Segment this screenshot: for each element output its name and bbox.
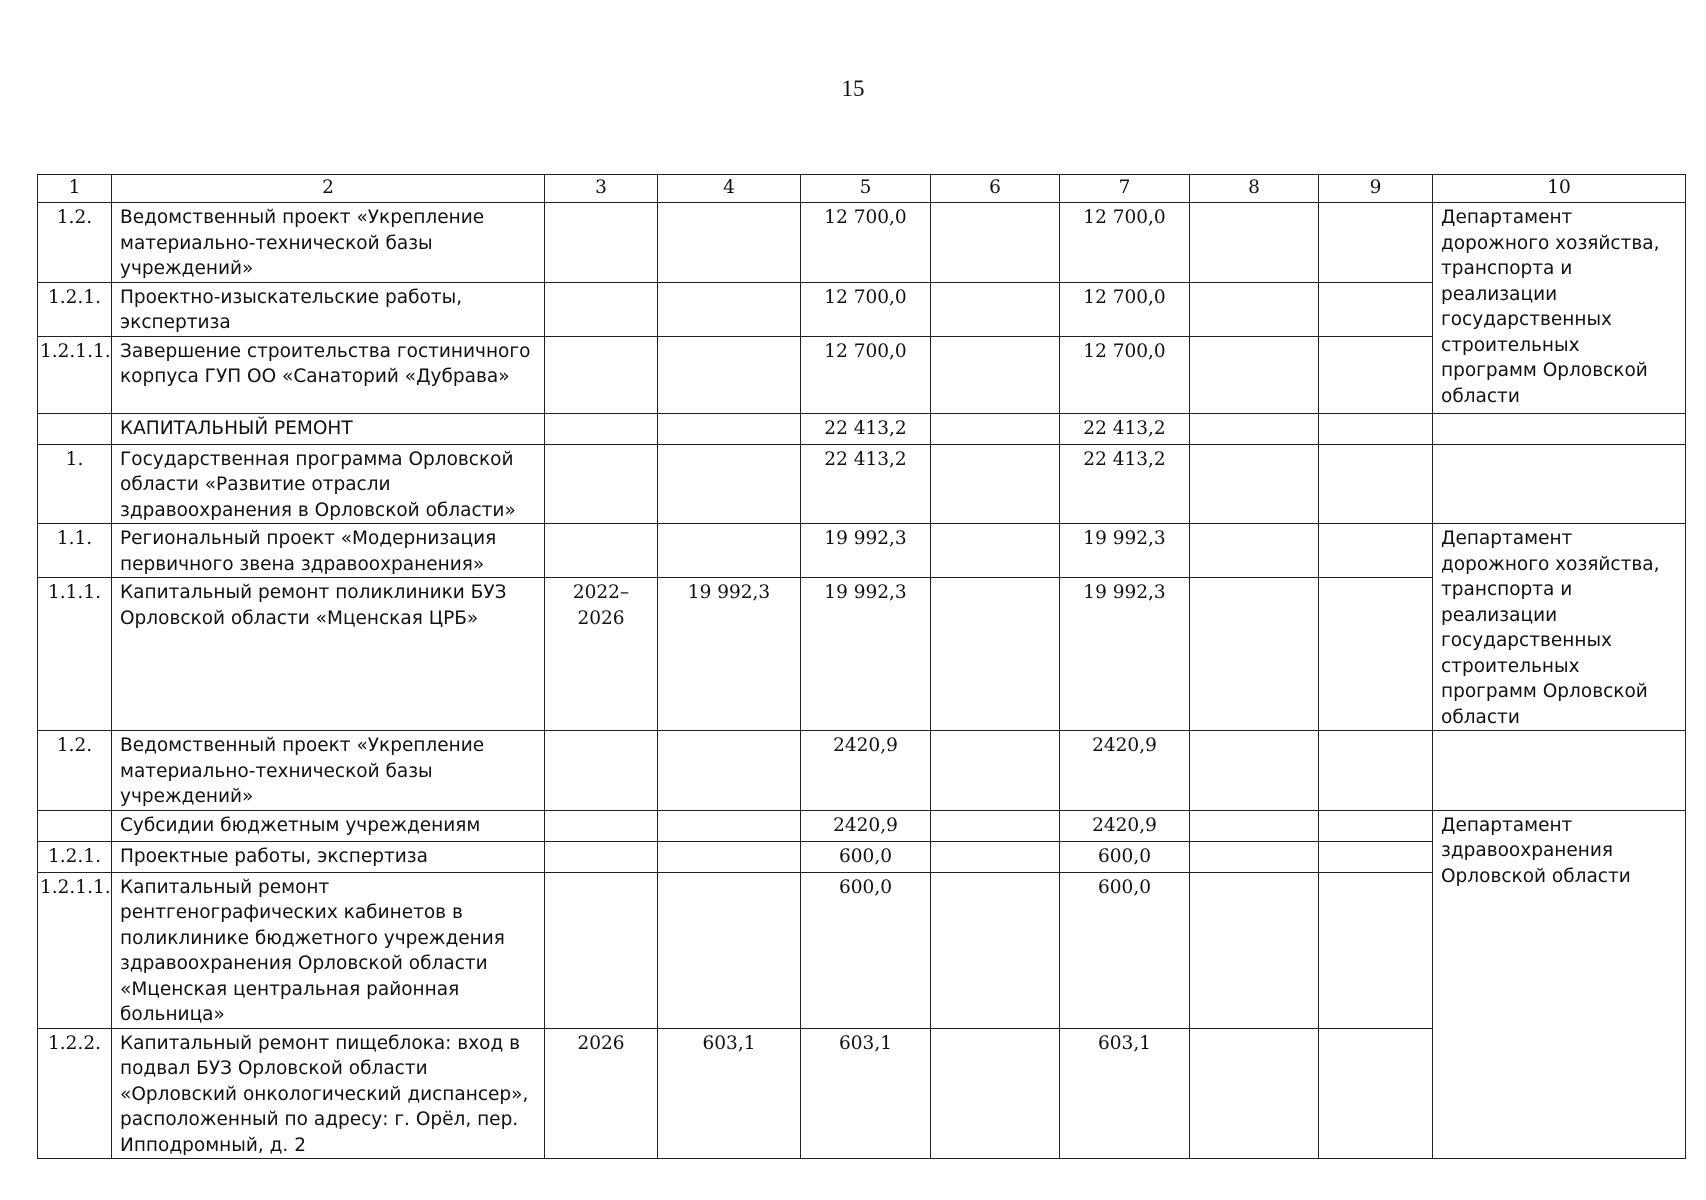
col4-value: [658, 841, 801, 872]
col8-value: [1190, 444, 1319, 524]
column-header: 8: [1190, 175, 1319, 203]
col6-value: [931, 1028, 1060, 1159]
row-number: 1.2.1.: [38, 841, 112, 872]
col3-value: [545, 731, 658, 811]
col4-value: 19 992,3: [658, 578, 801, 731]
col9-value: [1319, 731, 1433, 811]
table-row: [38, 731, 1686, 811]
col7-value: 19 992,3: [1060, 524, 1190, 578]
col6-value: [931, 282, 1060, 336]
col8-value: [1190, 731, 1319, 811]
row-name: Ведомственный проект «Укрепление материально-технической базы учреждений»: [112, 731, 545, 811]
col9-value: [1319, 1028, 1433, 1159]
column-header: 5: [801, 175, 931, 203]
col7-value: 12 700,0: [1060, 203, 1190, 283]
col3-value: [545, 841, 658, 872]
col3-value: [545, 413, 658, 444]
col3-value: [545, 524, 658, 578]
row-name: КАПИТАЛЬНЫЙ РЕМОНТ: [112, 413, 545, 444]
col6-value: [931, 872, 1060, 1028]
col9-value: [1319, 444, 1433, 524]
row-number: 1.1.: [38, 524, 112, 578]
col7-value: 12 700,0: [1060, 282, 1190, 336]
col4-value: [658, 872, 801, 1028]
column-numbers-row: [38, 175, 1686, 203]
col5-value: 22 413,2: [801, 413, 931, 444]
col4-value: [658, 444, 801, 524]
col5-value: 603,1: [801, 1028, 931, 1159]
col4-value: [658, 413, 801, 444]
department-empty: [1433, 413, 1686, 444]
col5-value: 19 992,3: [801, 524, 931, 578]
col9-value: [1319, 203, 1433, 283]
col6-value: [931, 578, 1060, 731]
col8-value: [1190, 282, 1319, 336]
col7-value: 19 992,3: [1060, 578, 1190, 731]
col8-value: [1190, 413, 1319, 444]
col4-value: [658, 336, 801, 413]
col8-value: [1190, 203, 1319, 283]
row-number: 1.2.: [38, 203, 112, 283]
row-name: Государственная программа Орловской области «Развитие отрасли здравоохранения в Орловской области»: [112, 444, 545, 524]
row-name: Капитальный ремонт пищеблока: вход в подвал БУЗ Орловской области «Орловский онкологический диспансер», расположенный по адресу: г. Орёл, пер. Ипподромный, д. 2: [112, 1028, 545, 1159]
col8-value: [1190, 336, 1319, 413]
column-header: 6: [931, 175, 1060, 203]
page-number: 15: [841, 76, 865, 101]
col5-value: 12 700,0: [801, 336, 931, 413]
row-number: 1.2.: [38, 731, 112, 811]
row-name: Региональный проект «Модернизация первичного звена здравоохранения»: [112, 524, 545, 578]
col3-value: 2022–2026: [545, 578, 658, 731]
col9-value: [1319, 336, 1433, 413]
col4-value: [658, 282, 801, 336]
row-number: 1.: [38, 444, 112, 524]
column-header: 3: [545, 175, 658, 203]
row-name: Завершение строительства гостиничного корпуса ГУП ОО «Санаторий «Дубрава»: [112, 336, 545, 413]
col5-value: 600,0: [801, 841, 931, 872]
row-name: Проектно-изыскательские работы, экспертиза: [112, 282, 545, 336]
responsible-department: Департамент дорожного хозяйства, транспорта и реализации государственных строительных программ Орловской области: [1433, 524, 1686, 731]
row-number: [38, 413, 112, 444]
col7-value: 22 413,2: [1060, 413, 1190, 444]
col6-value: [931, 731, 1060, 811]
col7-value: 600,0: [1060, 841, 1190, 872]
col6-value: [931, 524, 1060, 578]
col6-value: [931, 336, 1060, 413]
table-row: [38, 810, 1686, 841]
col4-value: [658, 731, 801, 811]
col9-value: [1319, 413, 1433, 444]
row-name: Ведомственный проект «Укрепление материально-технической базы учреждений»: [112, 203, 545, 283]
row-number: 1.2.1.: [38, 282, 112, 336]
col8-value: [1190, 841, 1319, 872]
col7-value: 22 413,2: [1060, 444, 1190, 524]
row-number: 1.2.2.: [38, 1028, 112, 1159]
column-header: 10: [1433, 175, 1686, 203]
column-header: 4: [658, 175, 801, 203]
col8-value: [1190, 578, 1319, 731]
col7-value: 12 700,0: [1060, 336, 1190, 413]
col7-value: 2420,9: [1060, 810, 1190, 841]
col5-value: 2420,9: [801, 810, 931, 841]
col5-value: 600,0: [801, 872, 931, 1028]
row-number: 1.2.1.1.: [38, 336, 112, 413]
row-name: Проектные работы, экспертиза: [112, 841, 545, 872]
col5-value: 2420,9: [801, 731, 931, 811]
table-row: [38, 524, 1686, 578]
responsible-department: Департамент здравоохранения Орловской области: [1433, 810, 1686, 1159]
col6-value: [931, 841, 1060, 872]
row-name: Капитальный ремонт рентгенографических кабинетов в поликлинике бюджетного учреждения здравоохранения Орловской области «Мценская центральная районная больница»: [112, 872, 545, 1028]
col5-value: 22 413,2: [801, 444, 931, 524]
col3-value: [545, 810, 658, 841]
col4-value: [658, 810, 801, 841]
col5-value: 19 992,3: [801, 578, 931, 731]
row-number: 1.1.1.: [38, 578, 112, 731]
department-empty: [1433, 731, 1686, 811]
col8-value: [1190, 810, 1319, 841]
col3-value: 2026: [545, 1028, 658, 1159]
col7-value: 2420,9: [1060, 731, 1190, 811]
row-number: 1.2.1.1.: [38, 872, 112, 1028]
col8-value: [1190, 872, 1319, 1028]
responsible-department: Департамент дорожного хозяйства, транспорта и реализации государственных строительных программ Орловской области: [1433, 203, 1686, 414]
col4-value: [658, 524, 801, 578]
col9-value: [1319, 872, 1433, 1028]
col8-value: [1190, 1028, 1319, 1159]
col9-value: [1319, 578, 1433, 731]
col3-value: [545, 336, 658, 413]
budget-table: [37, 174, 1686, 1159]
col8-value: [1190, 524, 1319, 578]
column-header: 9: [1319, 175, 1433, 203]
col5-value: 12 700,0: [801, 282, 931, 336]
table-row: [38, 203, 1686, 283]
col5-value: 12 700,0: [801, 203, 931, 283]
col7-value: 603,1: [1060, 1028, 1190, 1159]
column-header: 1: [38, 175, 112, 203]
column-header: 2: [112, 175, 545, 203]
col3-value: [545, 444, 658, 524]
col4-value: 603,1: [658, 1028, 801, 1159]
col3-value: [545, 203, 658, 283]
table-row: [38, 444, 1686, 524]
department-empty: [1433, 444, 1686, 524]
col9-value: [1319, 810, 1433, 841]
col7-value: 600,0: [1060, 872, 1190, 1028]
col6-value: [931, 444, 1060, 524]
row-number: [38, 810, 112, 841]
col6-value: [931, 810, 1060, 841]
col4-value: [658, 203, 801, 283]
col6-value: [931, 413, 1060, 444]
column-header: 7: [1060, 175, 1190, 203]
col6-value: [931, 203, 1060, 283]
col9-value: [1319, 282, 1433, 336]
col9-value: [1319, 841, 1433, 872]
col9-value: [1319, 524, 1433, 578]
row-name: Субсидии бюджетным учреждениям: [112, 810, 545, 841]
table-row: [38, 413, 1686, 444]
col3-value: [545, 282, 658, 336]
row-name: Капитальный ремонт поликлиники БУЗ Орловской области «Мценская ЦРБ»: [112, 578, 545, 731]
col3-value: [545, 872, 658, 1028]
